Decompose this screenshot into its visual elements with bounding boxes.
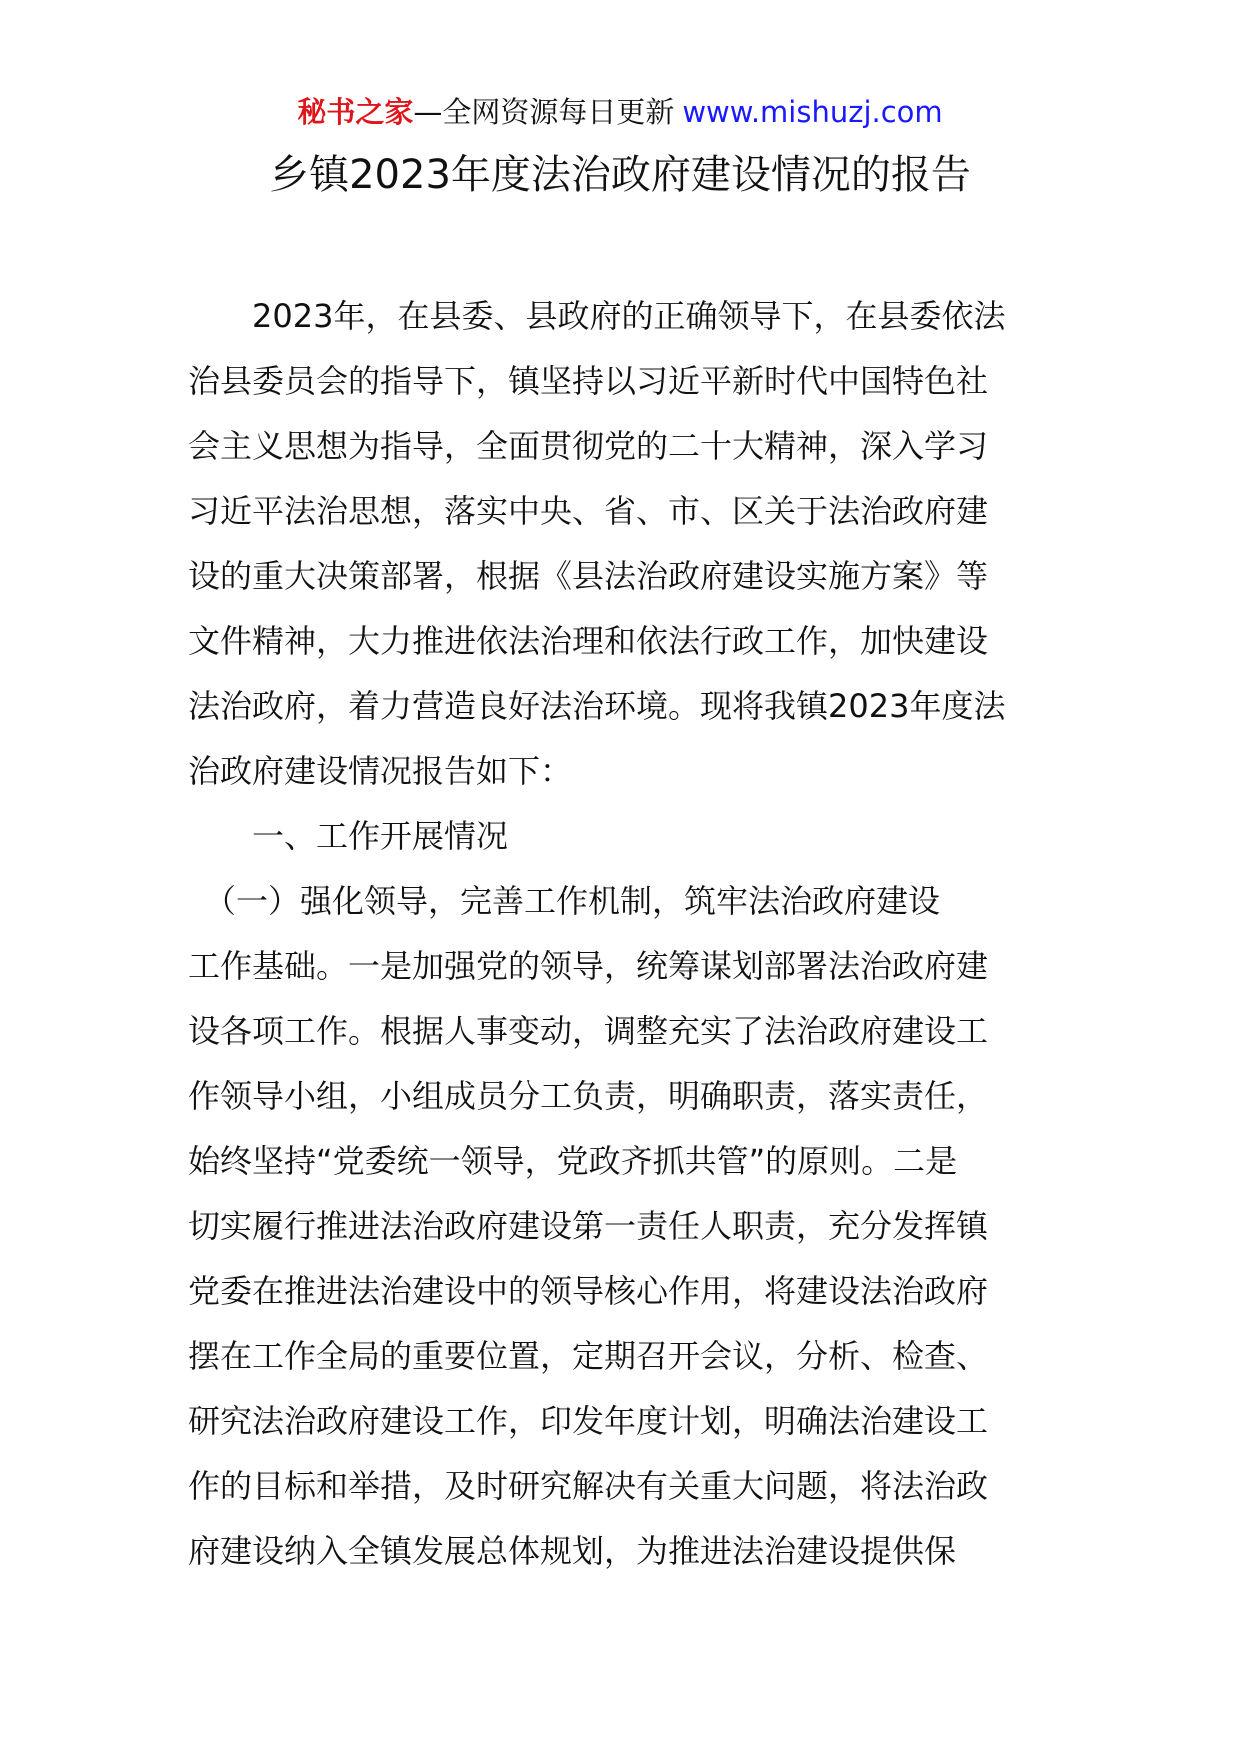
body-line: 治政府建设情况报告如下：: [188, 752, 573, 790]
body-line: 文件精神，大力推进依法治理和依法行政工作，加快建设: [188, 622, 989, 660]
document-title: 乡镇2023年度法治政府建设情况的报告: [269, 152, 971, 198]
body-line: 切实履行推进法治政府建设第一责任人职责，充分发挥镇: [188, 1207, 989, 1245]
body-line: 会主义思想为指导，全面贯彻党的二十大精神，深入学习: [188, 427, 989, 465]
body-line: 设的重大决策部署，根据《县法治政府建设实施方案》等: [188, 557, 989, 595]
brand-name: 秘书之家: [297, 95, 414, 129]
body-line: 始终坚持“党委统一领导，党政齐抓共管”的原则。二是: [188, 1142, 958, 1180]
body-line: （一）强化领导，完善工作机制，筑牢法治政府建设: [188, 882, 941, 920]
body-line: 摆在工作全局的重要位置，定期召开会议，分析、检查、: [188, 1337, 989, 1375]
section-heading: 一、工作开展情况: [188, 817, 509, 855]
body-line: 党委在推进法治建设中的领导核心作用，将建设法治政府: [188, 1272, 989, 1310]
site-banner: [0, 92, 1240, 132]
body-line: 法治政府，着力营造良好法治环境。现将我镇2023年度法: [188, 687, 1006, 725]
document-body: [188, 284, 1056, 1584]
body-line: 研究法治政府建设工作，印发年度计划，明确法治建设工: [188, 1402, 989, 1440]
body-line: 习近平法治思想，落实中央、省、市、区关于法治政府建: [188, 492, 989, 530]
body-line: 作的目标和举措，及时研究解决有关重大问题，将法治政: [188, 1467, 989, 1505]
body-line: 2023年，在县委、县政府的正确领导下，在县委依法: [188, 297, 1006, 335]
body-line: 工作基础。一是加强党的领导，统筹谋划部署法治政府建: [188, 947, 989, 985]
site-url-link[interactable]: www.mishuzj.com: [682, 95, 943, 129]
body-line: 设各项工作。根据人事变动，调整充实了法治政府建设工: [188, 1012, 989, 1050]
banner-slogan: —全网资源每日更新: [413, 95, 675, 129]
body-line: 府建设纳入全镇发展总体规划，为推进法治建设提供保: [188, 1532, 957, 1570]
body-line: 作领导小组，小组成员分工负责，明确职责，落实责任，: [188, 1077, 989, 1115]
body-line: 治县委员会的指导下，镇坚持以习近平新时代中国特色社: [188, 362, 989, 400]
